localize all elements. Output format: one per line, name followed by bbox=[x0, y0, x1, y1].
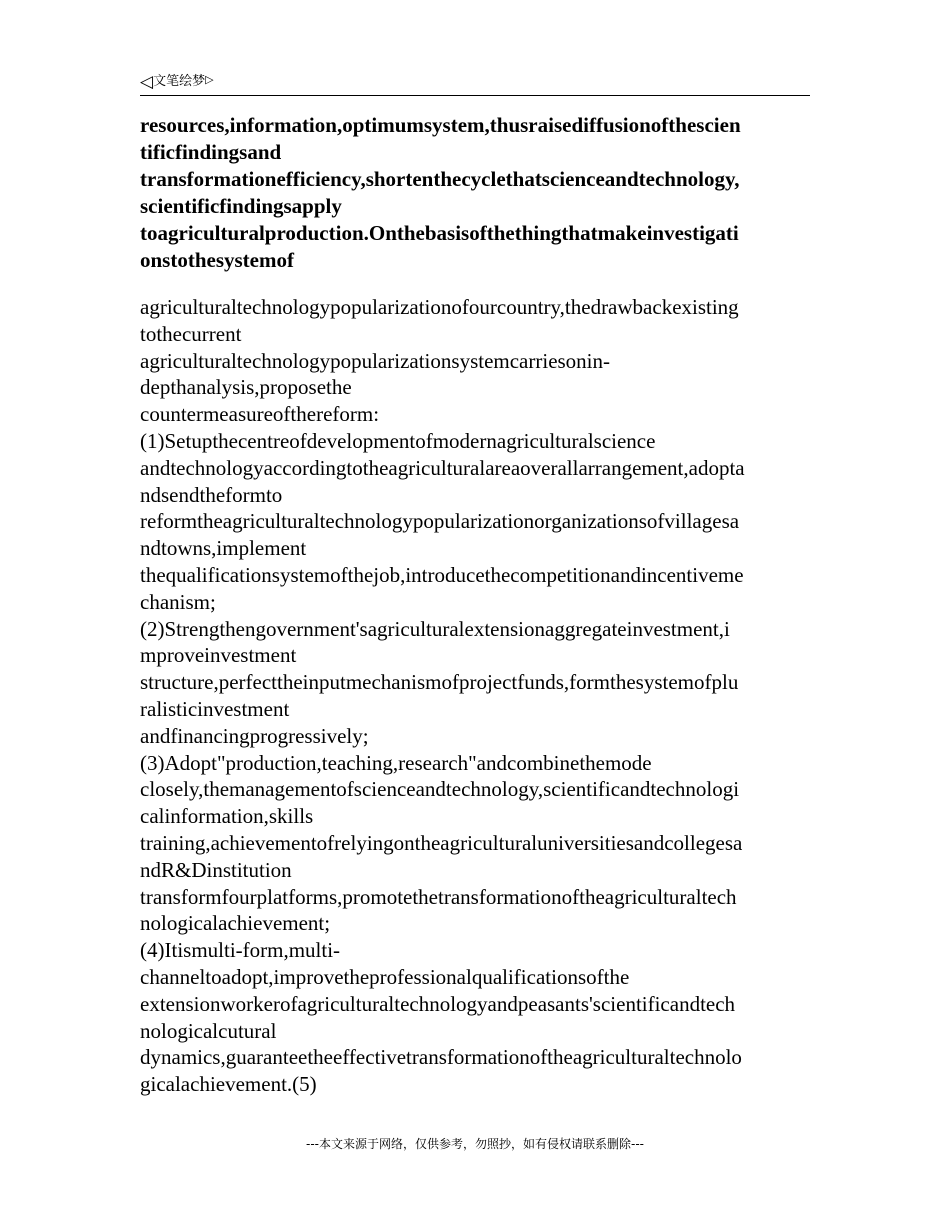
text-line: nologicalachievement; bbox=[140, 911, 331, 936]
text-line: countermeasureofthereform: bbox=[140, 402, 380, 427]
text-line: ndsendtheformto bbox=[140, 482, 283, 507]
text-line: (2)Strengthengovernment'sagriculturalextensionaggregateinvestment,i bbox=[140, 616, 730, 641]
text-line: andtechnologyaccordingtotheagriculturalareaoverallarrangement,adopta bbox=[140, 455, 745, 480]
text-line: ralisticinvestment bbox=[140, 696, 290, 721]
text-line: closely,themanagementofscienceandtechnology,scientificandtechnologi bbox=[140, 777, 740, 802]
text-line: tothecurrent bbox=[140, 321, 242, 346]
text-line: thequalificationsystemofthejob,introducethecompetitionandincentiveme bbox=[140, 562, 744, 587]
text-line: andfinancingprogressively; bbox=[140, 723, 369, 748]
text-line: scientificfindingsapply bbox=[140, 194, 342, 218]
text-line: agriculturaltechnologypopularizationsystemcarriesonin- bbox=[140, 348, 611, 373]
header-title: 文笔绘梦 bbox=[153, 74, 206, 89]
text-line: structure,perfecttheinputmechanismofprojectfunds,formthesystemofplu bbox=[140, 670, 739, 695]
text-line: toagriculturalproduction.Onthebasisofthethingthatmakeinvestigati bbox=[140, 221, 739, 245]
page-footer-disclaimer: ---本文来源于网络，仅供参考，勿照抄，如有侵权请联系删除--- bbox=[306, 1137, 644, 1151]
text-line: gicalachievement.(5) bbox=[140, 1072, 317, 1097]
document-page bbox=[140, 0, 810, 1230]
text-line: nologicalcutural bbox=[140, 1018, 277, 1043]
text-line: tificfindingsand bbox=[140, 140, 282, 164]
text-line: chanism; bbox=[140, 589, 216, 614]
page-header bbox=[140, 71, 810, 96]
text-line: (3)Adopt"production,teaching,research"andcombinethemode bbox=[140, 750, 652, 775]
text-line: depthanalysis,proposethe bbox=[140, 375, 352, 400]
text-line: extensionworkerofagriculturaltechnologyandpeasants'scientificandtech bbox=[140, 991, 736, 1016]
text-line: training,achievementofrelyingontheagriculturaluniversitiesandcollegesa bbox=[140, 830, 743, 855]
text-line: transformfourplatforms,promotethetransformationoftheagriculturaltech bbox=[140, 884, 737, 909]
left-triangle-icon: ◁ bbox=[140, 72, 154, 92]
right-triangle-icon: ▷ bbox=[205, 73, 214, 86]
body-paragraph bbox=[140, 294, 810, 1098]
text-line: (4)Itismulti-form,multi- bbox=[140, 938, 341, 963]
text-line: transformationefficiency,shortenthecyclethatscienceandtechnology, bbox=[140, 167, 740, 191]
text-line: onstothesystemof bbox=[140, 248, 294, 272]
text-line: calinformation,skills bbox=[140, 804, 314, 829]
text-line: dynamics,guaranteetheeffectivetransformationoftheagriculturaltechnolo bbox=[140, 1045, 742, 1070]
text-line: reformtheagriculturaltechnologypopularizationorganizationsofvillagesa bbox=[140, 509, 740, 534]
text-line: mproveinvestment bbox=[140, 643, 297, 668]
text-line: (1)Setupthecentreofdevelopmentofmodernagriculturalscience bbox=[140, 428, 656, 453]
text-line: agriculturaltechnologypopularizationofourcountry,thedrawbackexisting bbox=[140, 295, 739, 319]
bold-abstract-paragraph bbox=[140, 112, 810, 274]
text-line: resources,information,optimumsystem,thusraisediffusionofthescien bbox=[140, 113, 741, 137]
text-line: ndR&Dinstitution bbox=[140, 857, 292, 882]
text-line: channeltoadopt,improvetheprofessionalqualificationsofthe bbox=[140, 964, 630, 989]
text-line: ndtowns,implement bbox=[140, 536, 307, 561]
